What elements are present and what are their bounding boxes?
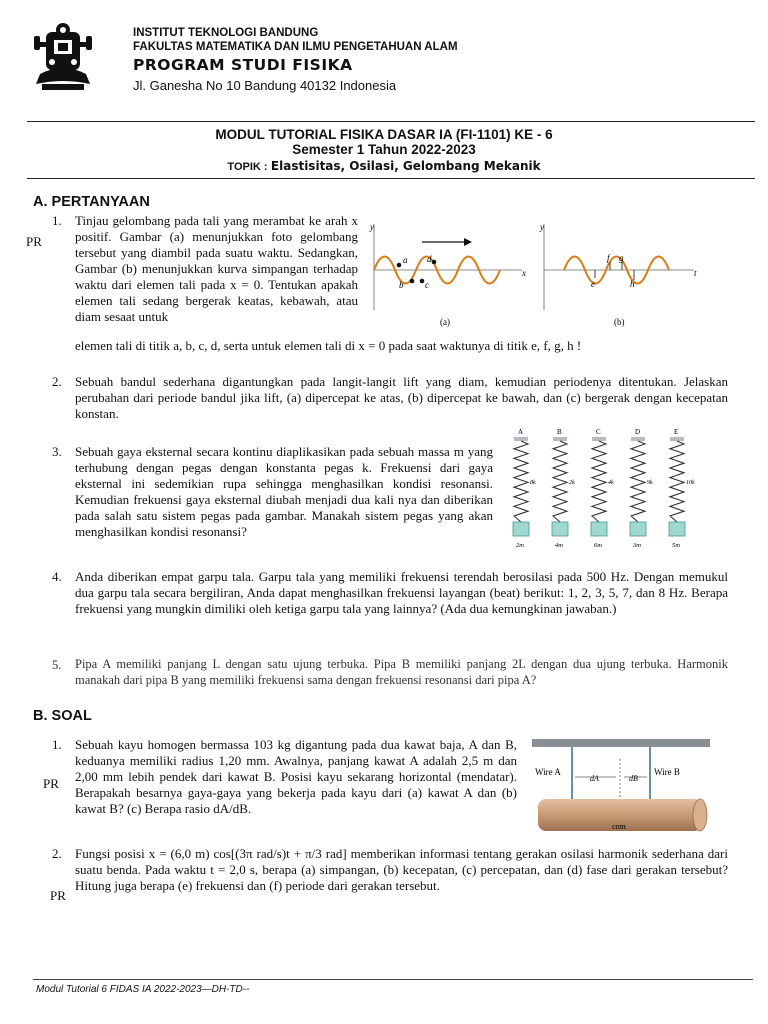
topic: Elastisitas, Osilasi, Gelombang Mekanik: [270, 159, 541, 173]
q2-number: 2.: [52, 374, 62, 389]
itb-logo: [32, 22, 94, 94]
spring-coil: [553, 441, 567, 522]
spring-system-e: [669, 428, 695, 549]
spring-mount: [514, 437, 528, 441]
mass-label: 3m: [633, 542, 641, 549]
section-a-heading: A. PERTANYAAN: [33, 194, 150, 210]
spring-label: D: [635, 428, 641, 436]
module-title: MODUL TUTORIAL FISIKA DASAR IA (FI-1101) KE - 6: [215, 127, 553, 142]
spring-constant: 9k: [647, 480, 653, 486]
spring-coil: [631, 441, 645, 522]
spring-mount: [553, 437, 567, 441]
point-e: e: [591, 279, 595, 289]
faculty-name: FAKULTAS MATEMATIKA DAN ILMU PENGETAHUAN ALAM: [133, 41, 458, 53]
wire-b-label: Wire B: [654, 767, 680, 777]
q4-text: Anda diberikan empat garpu tala. Garpu tala yang memiliki frekuensi terendah berosilasi pada 500 Hz. Dengan memukul dua garpu tala secara bergiliran, Anda dapat menghasilkan frekuensi layangan (beat) berikut: 1, 2, 3, 5, 7, dan 8 Hz. Berapa frekuensi yang mungkin dimiliki oleh ketiga garpu tala yang lainnya? (Ada dua kemungkinan jawaban.): [75, 569, 728, 616]
fig-a-x-label: x: [522, 268, 526, 278]
mass-block: [591, 522, 607, 536]
db-label: dB: [629, 774, 638, 783]
institute-name: INSTITUT TEKNOLOGI BANDUNG: [133, 27, 319, 39]
spring-system-b: [552, 428, 575, 549]
spring-mount: [631, 437, 645, 441]
header-rule: [27, 121, 755, 122]
da-label: dA: [590, 774, 599, 783]
spring-label: A: [518, 428, 524, 436]
spring-system-c: [591, 428, 614, 549]
spring-label: C: [596, 428, 601, 436]
mass-block: [552, 522, 568, 536]
mass-block: [513, 522, 529, 536]
q3-spring-figure: [505, 426, 705, 552]
s1-log-figure: [532, 737, 712, 837]
mass-label: 2m: [516, 542, 524, 549]
mass-block: [669, 522, 685, 536]
spring-label: E: [674, 428, 679, 436]
title-rule: [27, 178, 755, 179]
s1-number: 1.: [52, 737, 62, 752]
caption-b: (b): [614, 317, 625, 327]
mass-label: 5m: [672, 542, 680, 549]
point-d: d: [427, 254, 432, 264]
q1-wave-figure: [364, 218, 708, 330]
s2-pr-mark: PR: [50, 888, 66, 903]
mass-label: 4m: [555, 542, 563, 549]
s1-pr-mark: PR: [43, 776, 59, 791]
caption-a: (a): [440, 317, 450, 327]
spring-coil: [592, 441, 606, 522]
arrow-right-icon: [464, 238, 472, 246]
fig-b-y-label: y: [540, 222, 544, 232]
mass-label: 6m: [594, 542, 602, 549]
q1-number: 1.: [52, 213, 62, 228]
fig-b-t-label: t: [694, 268, 697, 278]
mass-block: [630, 522, 646, 536]
address: Jl. Ganesha No 10 Bandung 40132 Indonesia: [133, 78, 397, 93]
wire-a-label: Wire A: [535, 767, 561, 777]
s2-text: Fungsi posisi x = (6,0 m) cos[(3π rad/s)t + π/3 rad] memberikan informasi tentang gerakan osilasi harmonik sederhana dari suatu benda. Pada waktu t = 2,0 s, berapa (a) simpangan, (b) kecepatan, (c) percepatan, dan (d) fase dari gerakan tersebut? Hitung juga berapa (e) frekuensi dan (f) periode dari gerakan tersebut.: [75, 846, 728, 893]
point-a: a: [403, 255, 408, 265]
footer-text: Modul Tutorial 6 FIDAS IA 2022-2023—DH-TD--: [36, 984, 250, 995]
q5-number: 5.: [52, 658, 62, 672]
spring-system-a: [513, 428, 536, 549]
footer-rule: [33, 979, 753, 980]
spring-mount: [592, 437, 606, 441]
q3-number: 3.: [52, 444, 62, 459]
spring-coil: [514, 441, 528, 522]
point-f: f: [607, 253, 610, 263]
com-label: com: [612, 822, 626, 831]
spring-system-d: [630, 428, 653, 549]
q4-number: 4.: [52, 569, 62, 584]
fig-a-y-label: y: [370, 222, 374, 232]
q2-text: Sebuah bandul sederhana digantungkan pada langit-langit lift yang diam, kemudian periodenya ditentukan. Jelaskan perubahan dari periode bandul jika lift, (a) dipercepat ke atas, (b) dipercepat ke bawah, dan (c) bergerak dengan kecepatan konstan.: [75, 374, 728, 421]
point-c: c: [425, 280, 429, 290]
topic-label: TOPIK :: [227, 161, 268, 173]
spring-coil: [670, 441, 684, 522]
point-g: g: [619, 253, 624, 263]
s1-text: Sebuah kayu homogen bermassa 103 kg digantung pada dua kawat baja, A dan B, keduanya memiliki radius 1,20 mm. Awalnya, panjang kawat A adalah 2,5 m dan 2,00 mm lebih pendek dari kawat B. Posisi kayu sekarang horizontal (mendatar). Berapakah besarnya gaya-gaya yang bekerja pada kayu dari (a) kawat A dan (b) kawat B? (c) Berapa rasio dA/dB.: [75, 737, 517, 816]
spring-label: B: [557, 428, 562, 436]
semester: Semester 1 Tahun 2022-2023: [292, 142, 476, 157]
spring-mount: [670, 437, 684, 441]
spring-constant: 10k: [686, 480, 695, 486]
s2-number: 2.: [52, 846, 62, 861]
q1-text: Tinjau gelombang pada tali yang merambat ke arah x positif. Gambar (a) menunjukkan foto gelombang tersebut yang diambil pada suatu waktu. Sedangkan, Gambar (b) menunjukkan kurva simpangan terhadap waktu dari elemen tali pada x = 0. Tentukan apakah elemen tali sedang bergerak keatas, kebawah, atau diam sesaat untuk: [75, 213, 358, 324]
spring-constant: 2k: [569, 480, 575, 486]
point-b: b: [399, 280, 404, 290]
q1-text-cont: elemen tali di titik a, b, c, d, serta untuk elemen tali di x = 0 pada saat waktunya di titik e, f, g, h !: [75, 338, 582, 353]
q1-pr-mark: PR: [26, 234, 42, 249]
program-name: PROGRAM STUDI FISIKA: [133, 56, 353, 74]
q5-text: Pipa A memiliki panjang L dengan satu ujung terbuka. Pipa B memiliki panjang 2L dengan dua ujung terbuka. Harmonik manakah dari pipa B yang memiliki frekuensi sama dengan frekuensi resonansi dari pipa A?: [75, 657, 728, 687]
spring-constant: 4k: [608, 480, 614, 486]
q3-text: Sebuah gaya eksternal secara kontinu diaplikasikan pada sebuah massa m yang terhubung dengan pegas dengan konstanta pegas k. Frekuensi dari gaya eksternal ini sedemikian rupa sehingga menghasilkan kondisi resonansi. Kemudian frekuensi gaya eksternal diubah menjadi dua kali nya dan diberikan pada salah satu sistem pegas pada gambar. Manakah sistem pegas yang akan menghasilkan kondisi resonansi?: [75, 444, 493, 539]
section-b-heading: B. SOAL: [33, 708, 92, 724]
spring-constant: 8k: [530, 480, 536, 486]
point-h: h: [630, 279, 635, 289]
topic-line: [0, 159, 768, 173]
